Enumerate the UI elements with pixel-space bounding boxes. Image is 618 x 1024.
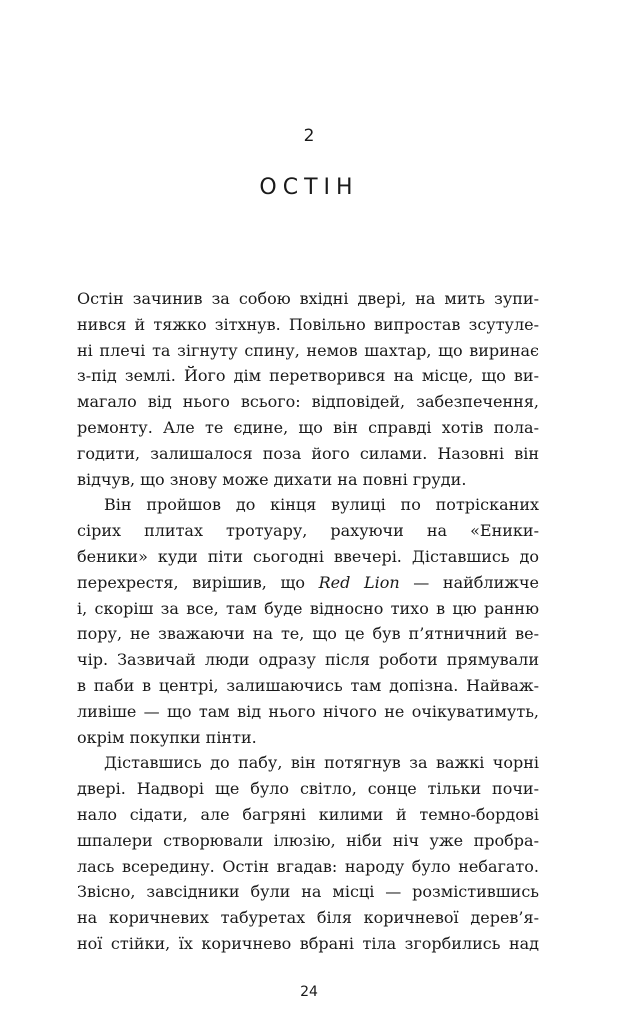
text-line: годити, залишалося поза його силами. Назовні він	[77, 443, 539, 463]
chapter-number: 2	[303, 126, 315, 146]
text-line: ні плечі та зігнуту спину, немов шахтар, що виринає	[77, 340, 539, 360]
text-line: ремонту. Але те єдине, що він справді хотів пола-	[77, 417, 539, 437]
body-text	[77, 286, 539, 957]
page-number: 24	[300, 984, 318, 1000]
text-line: шпалери створювали ілюзію, ніби ніч уже пробра-	[77, 830, 539, 850]
text-line: чір. Зазвичай люди одразу після роботи прямували	[77, 650, 539, 670]
text-line: Діставшись до пабу, він потягнув за важкі чорні	[104, 753, 539, 773]
text-line	[77, 570, 539, 596]
text-line: двері. Надворі ще було світло, сонце тільки почи-	[77, 779, 539, 799]
text-segment: перехрестя, вирішив, що	[77, 572, 319, 592]
text-line: нився й тяжко зітхнув. Повільно випростав зсутуле-	[77, 314, 539, 334]
pub-name: Red Lion	[318, 572, 400, 592]
text-line: на коричневих табуретах біля коричневої дерев’я-	[77, 908, 539, 928]
text-line: Звісно, завсідники були на місці — розмістившись	[77, 882, 539, 902]
text-line: відчув, що знову може дихати на повні груди.	[77, 469, 467, 489]
text-line: лась всередину. Остін вгадав: народу було небагато.	[77, 856, 539, 876]
text-line: беники» куди піти сьогодні ввечері. Діставшись до	[77, 546, 539, 566]
chapter-title: ОСТІН	[259, 174, 359, 200]
text-line: в паби в центрі, залишаючись там допізна. Найваж-	[77, 675, 539, 695]
text-line: сірих плитах тротуару, рахуючи на «Еники-	[77, 521, 539, 541]
text-line: ної стійки, їх коричнево вбрані тіла згорбились над	[77, 933, 539, 953]
text-line: пору, не зважаючи на те, що це був п’ятничний ве-	[77, 624, 539, 644]
text-line: окрім покупки пінти.	[77, 727, 257, 747]
text-line: і, скоріш за все, там буде відносно тихо в цю ранню	[77, 598, 539, 618]
text-line: магало від нього всього: відповідей, забезпечення,	[77, 392, 539, 412]
text-segment: — найближче	[399, 572, 540, 592]
text-line: Він пройшов до кінця вулиці по потрісканих	[104, 495, 539, 515]
text-line: нало сідати, але багряні килими й темно-бордові	[77, 804, 539, 824]
text-line: ливіше — що там від нього нічого не очікуватимуть,	[77, 701, 539, 721]
text-line: з-під землі. Його дім перетворився на місце, що ви-	[77, 366, 539, 386]
text-line: Остін зачинив за собою вхідні двері, на мить зупи-	[77, 289, 539, 308]
